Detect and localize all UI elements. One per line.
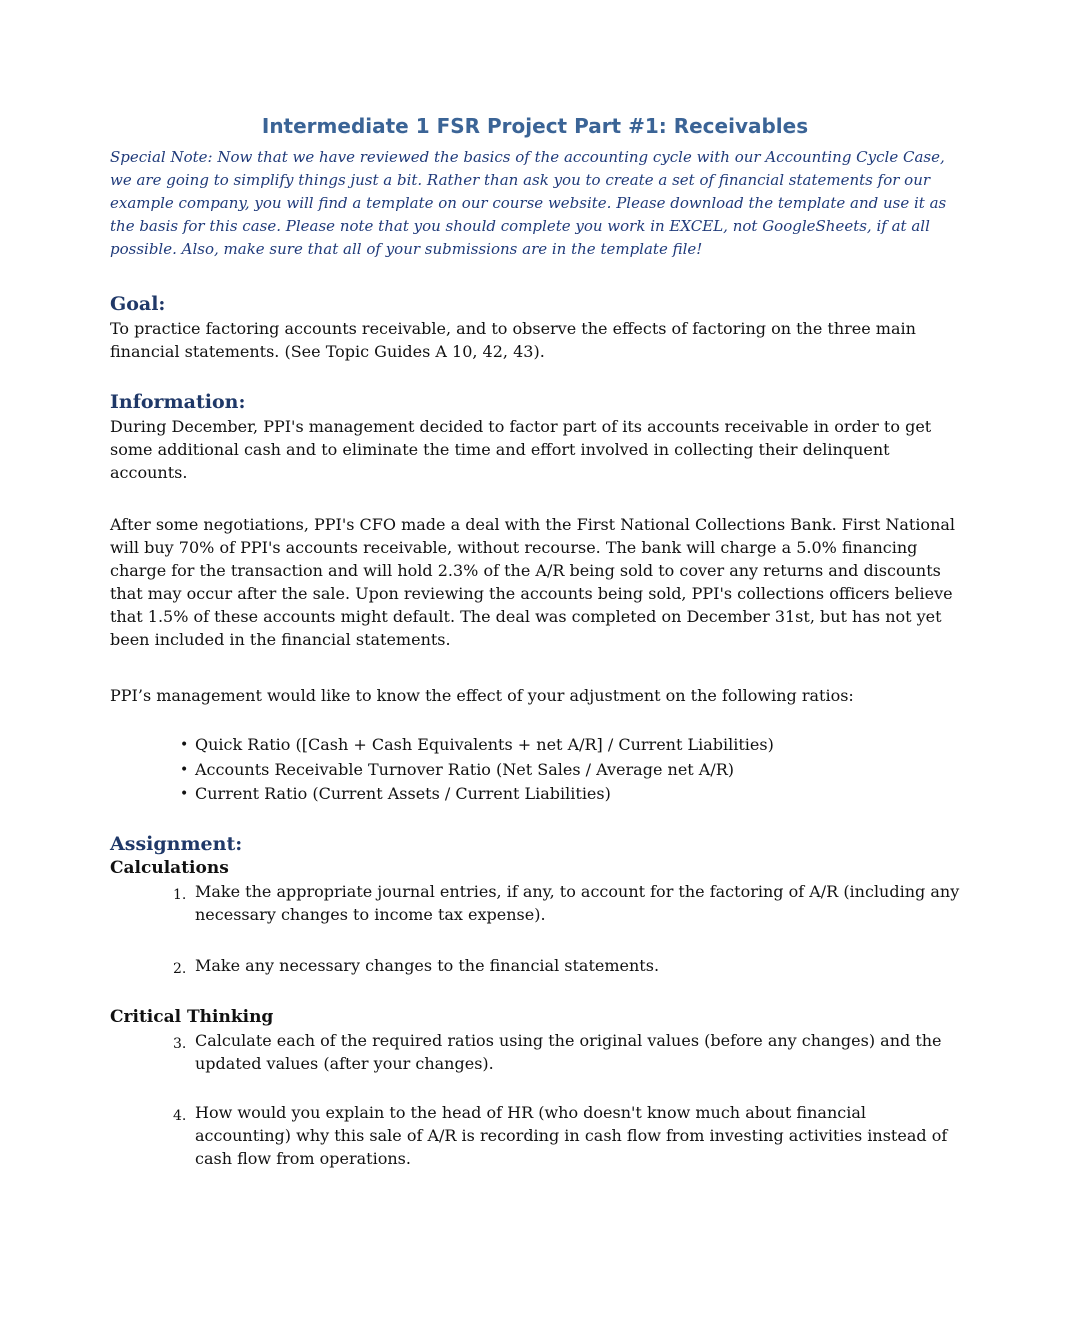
- information-paragraph-3: PPI’s management would like to know the effect of your adjustment on the following ratios:: [110, 686, 854, 705]
- item-number: 4.: [173, 1107, 187, 1124]
- bullet-icon: •: [180, 761, 189, 778]
- ratio-ar-turnover: Accounts Receivable Turnover Ratio (Net Sales / Average net A/R): [195, 759, 735, 779]
- item-text: How would you explain to the head of HR (who doesn't know much about financial accounting) why this sale of A/R is recording in cash flow from investing activities instead of cash flow from operations.: [195, 1102, 948, 1168]
- information-paragraph-2: After some negotiations, PPI's CFO made a deal with the First National Collections Bank. First National will buy 70% of PPI's accounts receivable, without recourse. The bank will charge a 5.0% financing charge for the transaction and will hold 2.3% of the A/R being sold to cover any returns and discounts that may occur after the sale. Upon reviewing the accounts being sold, PPI's collections officers believe that 1.5% of these accounts might default. The deal was completed on December 31st, but has not yet been included in the financial statements.: [110, 515, 956, 649]
- item-text: Make any necessary changes to the financial statements.: [195, 955, 660, 975]
- assignment-item-3: [110, 1029, 960, 1075]
- bullet-icon: •: [180, 786, 189, 802]
- assignment-item-1: [110, 880, 960, 926]
- assignment-heading: Assignment:: [110, 832, 243, 855]
- bullet-icon: •: [180, 737, 189, 753]
- item-number: 3.: [173, 1035, 187, 1052]
- special-note: Special Note: Now that we have reviewed the basics of the accounting cycle with our Accounting Cycle Case, we are going to simplify things just a bit. Rather than ask you to create a set of financial statements for our example company, you will find a template on our course website. Please download the template and use it as the basis for this case. Please note that you should complete you work in EXCEL, not GoogleSheets, if at all possible. Also, make sure that all of your submissions are in the template file!: [110, 148, 947, 258]
- information-paragraph-1: During December, PPI's management decided to factor part of its accounts receivable in order to get some additional cash and to eliminate the time and effort involved in collecting their delinquent accounts.: [110, 417, 932, 482]
- information-heading: Information:: [110, 391, 246, 413]
- item-text: Make the appropriate journal entries, if any, to account for the factoring of A/R (including any necessary changes to income tax expense).: [195, 881, 960, 924]
- calculations-heading: Calculations: [110, 857, 229, 878]
- goal-heading: Goal:: [110, 293, 166, 315]
- item-number: 2.: [173, 960, 187, 977]
- assignment-item-2: [110, 954, 960, 977]
- item-text: Calculate each of the required ratios using the original values (before any changes) and the updated values (after your changes).: [195, 1030, 942, 1073]
- critical-thinking-heading: Critical Thinking: [110, 1006, 274, 1027]
- document-page: [110, 112, 960, 1170]
- list-item: [180, 782, 960, 807]
- assignment-item-4: [110, 1101, 960, 1170]
- ratio-current: Current Ratio (Current Assets / Current Liabilities): [195, 784, 611, 803]
- document-title: Intermediate 1 FSR Project Part #1: Receivables: [261, 114, 809, 138]
- item-number: 1.: [173, 886, 187, 903]
- list-item: [180, 758, 960, 783]
- list-item: [180, 733, 960, 758]
- ratio-quick: Quick Ratio ([Cash + Cash Equivalents + net A/R] / Current Liabilities): [195, 735, 774, 754]
- goal-text: To practice factoring accounts receivable, and to observe the effects of factoring on the three main financial statements. (See Topic Guides A 10, 42, 43).: [110, 319, 916, 361]
- ratio-list: [110, 733, 960, 807]
